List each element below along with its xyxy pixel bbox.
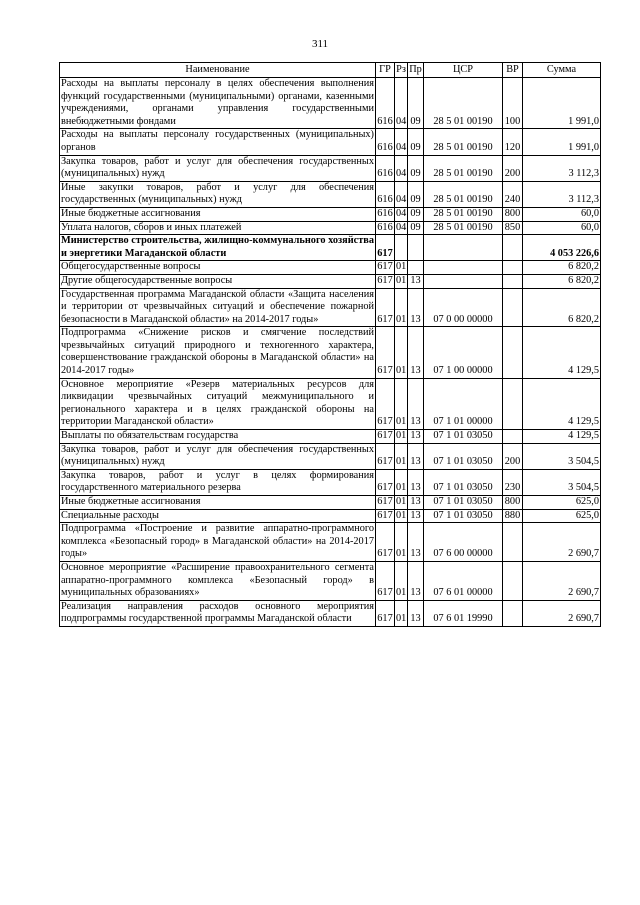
row-rz: [395, 235, 408, 261]
row-csr: 07 6 01 00000: [424, 561, 503, 600]
row-rz: 04: [395, 155, 408, 181]
row-name: Иные бюджетные ассигнования: [60, 496, 376, 510]
row-gr: 617: [376, 561, 395, 600]
table-row: [60, 523, 601, 562]
row-rz: 01: [395, 509, 408, 523]
row-vr: 200: [503, 443, 523, 469]
row-vr: 230: [503, 469, 523, 495]
row-name: Подпрограмма «Снижение рисков и смягчение последствий чрезвычайных ситуаций природного и техногенного характера, совершенствование гражданской обороны в Магаданской области» на 2014-2017 годы»: [60, 327, 376, 378]
table-row: [60, 509, 601, 523]
row-pr: 09: [408, 129, 424, 155]
row-gr: 617: [376, 430, 395, 444]
row-csr: 28 5 01 00190: [424, 155, 503, 181]
row-vr: [503, 261, 523, 275]
header-vr: ВР: [503, 63, 523, 78]
row-pr: 13: [408, 327, 424, 378]
row-gr: 616: [376, 181, 395, 207]
row-gr: 617: [376, 288, 395, 327]
table-body: [60, 78, 601, 627]
table-row: [60, 274, 601, 288]
row-sum: 3 504,5: [523, 469, 601, 495]
row-rz: 01: [395, 561, 408, 600]
row-gr: 617: [376, 274, 395, 288]
row-gr: 617: [376, 523, 395, 562]
table-row: [60, 207, 601, 221]
row-sum: 6 820,2: [523, 288, 601, 327]
row-name: Закупка товаров, работ и услуг для обеспечения государственных (муниципальных) нужд: [60, 443, 376, 469]
row-name: Иные бюджетные ассигнования: [60, 207, 376, 221]
row-pr: 13: [408, 561, 424, 600]
row-sum: 1 991,0: [523, 129, 601, 155]
row-csr: 28 5 01 00190: [424, 129, 503, 155]
row-vr: [503, 274, 523, 288]
row-name: Закупка товаров, работ и услуг для обеспечения государственных (муниципальных) нужд: [60, 155, 376, 181]
row-csr: 28 5 01 00190: [424, 207, 503, 221]
row-pr: 09: [408, 221, 424, 235]
row-vr: [503, 378, 523, 429]
row-vr: 850: [503, 221, 523, 235]
row-sum: 4 129,5: [523, 378, 601, 429]
row-rz: 04: [395, 78, 408, 129]
row-name: Основное мероприятие «Расширение правоохранительного сегмента аппаратно-программного комплекса «Безопасный город» в муниципальных образованиях»: [60, 561, 376, 600]
row-rz: 01: [395, 274, 408, 288]
row-rz: 04: [395, 221, 408, 235]
row-name: Основное мероприятие «Резерв материальных ресурсов для ликвидации чрезвычайных ситуаций межмуниципального и регионального характера и в целях гражданской обороны на территории Магаданской области»: [60, 378, 376, 429]
row-pr: [408, 261, 424, 275]
row-csr: [424, 274, 503, 288]
row-rz: 01: [395, 523, 408, 562]
row-rz: 01: [395, 378, 408, 429]
row-name: Другие общегосударственные вопросы: [60, 274, 376, 288]
header-gr: ГР: [376, 63, 395, 78]
table-row: [60, 496, 601, 510]
row-vr: 800: [503, 207, 523, 221]
table-header-row: [60, 63, 601, 78]
row-name: Подпрограмма «Построение и развитие аппаратно-программного комплекса «Безопасный город» в Магаданской области» на 2014-2017 годы»: [60, 523, 376, 562]
table-row: [60, 443, 601, 469]
row-gr: 617: [376, 235, 395, 261]
page-number: 311: [311, 38, 329, 50]
row-pr: 13: [408, 443, 424, 469]
row-sum: 2 690,7: [523, 561, 601, 600]
row-pr: 13: [408, 469, 424, 495]
row-sum: 6 820,2: [523, 274, 601, 288]
table-row: [60, 181, 601, 207]
row-gr: 616: [376, 129, 395, 155]
row-pr: 09: [408, 78, 424, 129]
row-name: Министерство строительства, жилищно-коммунального хозяйства и энергетики Магаданской области: [60, 235, 376, 261]
row-gr: 616: [376, 207, 395, 221]
table-row: [60, 327, 601, 378]
row-name: Выплаты по обязательствам государства: [60, 430, 376, 444]
row-sum: 6 820,2: [523, 261, 601, 275]
table-row: [60, 261, 601, 275]
table-row: [60, 378, 601, 429]
row-csr: 07 6 00 00000: [424, 523, 503, 562]
table-row: [60, 155, 601, 181]
row-csr: [424, 261, 503, 275]
row-gr: 617: [376, 378, 395, 429]
row-sum: 625,0: [523, 509, 601, 523]
row-rz: 01: [395, 288, 408, 327]
row-name: Иные закупки товаров, работ и услуг для обеспечения государственных (муниципальных) нужд: [60, 181, 376, 207]
row-gr: 616: [376, 78, 395, 129]
row-pr: 09: [408, 207, 424, 221]
table-row: [60, 469, 601, 495]
table-row: [60, 561, 601, 600]
row-vr: [503, 600, 523, 626]
row-sum: 60,0: [523, 207, 601, 221]
row-gr: 617: [376, 509, 395, 523]
header-sum: Сумма: [523, 63, 601, 78]
row-name: Расходы на выплаты персоналу государственных (муниципальных) органов: [60, 129, 376, 155]
row-pr: 13: [408, 523, 424, 562]
row-vr: 120: [503, 129, 523, 155]
row-rz: 04: [395, 207, 408, 221]
row-sum: 2 690,7: [523, 523, 601, 562]
row-vr: [503, 561, 523, 600]
row-csr: 07 1 00 00000: [424, 327, 503, 378]
row-gr: 616: [376, 155, 395, 181]
row-rz: 01: [395, 600, 408, 626]
row-vr: 240: [503, 181, 523, 207]
row-name: Расходы на выплаты персоналу в целях обеспечения выполнения функций государственными (муниципальными) органами, казенными учреждениями, органами управления государственными внебюджетными фондами: [60, 78, 376, 129]
row-csr: 07 1 01 03050: [424, 496, 503, 510]
row-csr: 07 0 00 00000: [424, 288, 503, 327]
header-pr: Пр: [408, 63, 424, 78]
row-pr: 13: [408, 600, 424, 626]
row-pr: 13: [408, 496, 424, 510]
row-gr: 617: [376, 469, 395, 495]
row-csr: [424, 235, 503, 261]
row-vr: 100: [503, 78, 523, 129]
row-name: Уплата налогов, сборов и иных платежей: [60, 221, 376, 235]
row-rz: 04: [395, 129, 408, 155]
table-row: [60, 78, 601, 129]
row-pr: 09: [408, 155, 424, 181]
row-gr: 617: [376, 496, 395, 510]
row-sum: 625,0: [523, 496, 601, 510]
row-name: Закупка товаров, работ и услуг в целях формирования государственного материального резерва: [60, 469, 376, 495]
row-rz: 01: [395, 327, 408, 378]
row-csr: 28 5 01 00190: [424, 221, 503, 235]
row-name: Государственная программа Магаданской области «Защита населения и территории от чрезвычайных ситуаций и обеспечение пожарной безопасности в Магаданской области» на 2014-2017 годы»: [60, 288, 376, 327]
row-rz: 01: [395, 443, 408, 469]
row-csr: 07 1 01 03050: [424, 430, 503, 444]
row-sum: 4 129,5: [523, 430, 601, 444]
row-gr: 617: [376, 443, 395, 469]
row-vr: [503, 235, 523, 261]
row-name: Общегосударственные вопросы: [60, 261, 376, 275]
row-pr: 13: [408, 378, 424, 429]
row-csr: 28 5 01 00190: [424, 181, 503, 207]
row-vr: 800: [503, 496, 523, 510]
table-row: [60, 600, 601, 626]
row-pr: 13: [408, 288, 424, 327]
row-csr: 07 1 01 00000: [424, 378, 503, 429]
row-gr: 617: [376, 327, 395, 378]
row-rz: 01: [395, 430, 408, 444]
row-gr: 617: [376, 600, 395, 626]
row-rz: 01: [395, 261, 408, 275]
row-csr: 07 1 01 03050: [424, 469, 503, 495]
row-gr: 616: [376, 221, 395, 235]
row-name: Специальные расходы: [60, 509, 376, 523]
row-sum: 3 112,3: [523, 155, 601, 181]
header-csr: ЦСР: [424, 63, 503, 78]
row-pr: 13: [408, 274, 424, 288]
row-rz: 01: [395, 469, 408, 495]
row-vr: 880: [503, 509, 523, 523]
row-csr: 07 6 01 19990: [424, 600, 503, 626]
row-vr: [503, 430, 523, 444]
row-vr: [503, 327, 523, 378]
table-row: [60, 430, 601, 444]
row-sum: 4 053 226,6: [523, 235, 601, 261]
row-csr: 28 5 01 00190: [424, 78, 503, 129]
row-sum: 1 991,0: [523, 78, 601, 129]
row-csr: 07 1 01 03050: [424, 509, 503, 523]
row-pr: 13: [408, 509, 424, 523]
table-row: [60, 235, 601, 261]
budget-table: [59, 62, 601, 627]
row-vr: [503, 288, 523, 327]
row-vr: [503, 523, 523, 562]
row-gr: 617: [376, 261, 395, 275]
table-row: [60, 221, 601, 235]
row-pr: [408, 235, 424, 261]
row-sum: 3 112,3: [523, 181, 601, 207]
table-row: [60, 129, 601, 155]
row-pr: 09: [408, 181, 424, 207]
row-sum: 2 690,7: [523, 600, 601, 626]
table-row: [60, 288, 601, 327]
row-rz: 01: [395, 496, 408, 510]
header-name: Наименование: [60, 63, 376, 78]
row-vr: 200: [503, 155, 523, 181]
row-name: Реализация направления расходов основного мероприятия подпрограммы государственной программы Магаданской области: [60, 600, 376, 626]
row-sum: 4 129,5: [523, 327, 601, 378]
row-sum: 60,0: [523, 221, 601, 235]
header-rz: Рз: [395, 63, 408, 78]
row-csr: 07 1 01 03050: [424, 443, 503, 469]
row-sum: 3 504,5: [523, 443, 601, 469]
row-rz: 04: [395, 181, 408, 207]
row-pr: 13: [408, 430, 424, 444]
